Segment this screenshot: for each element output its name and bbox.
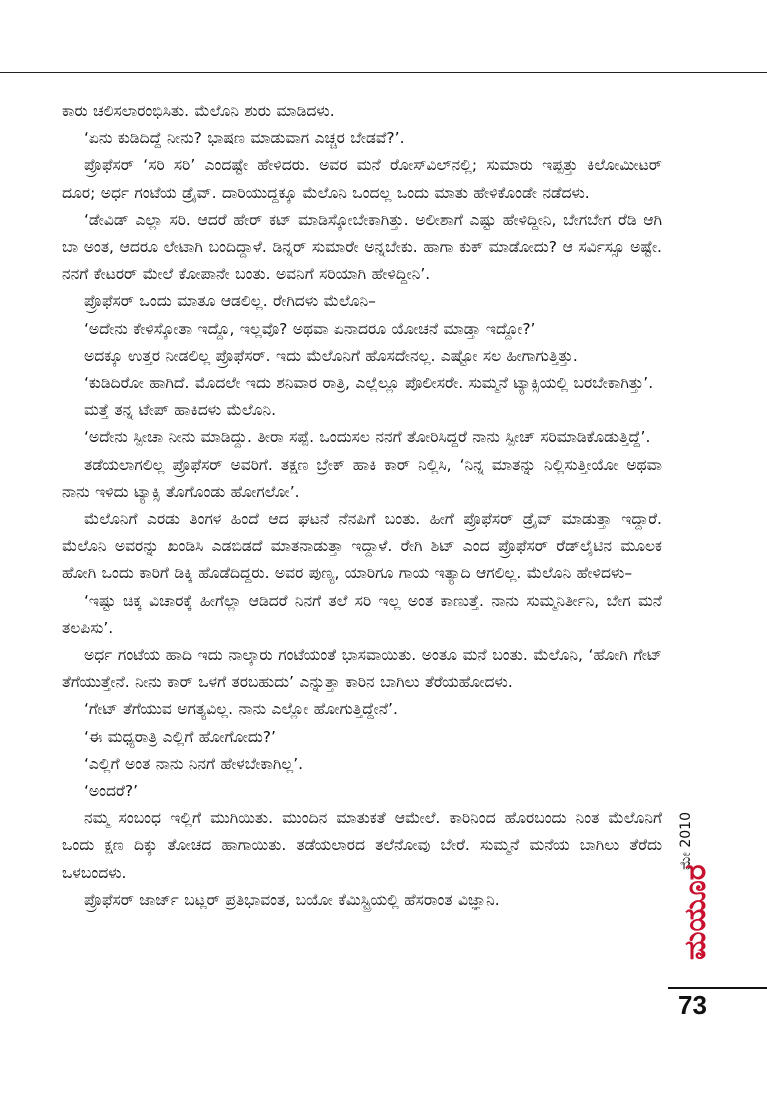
magazine-name: ಮಯೂರ [678, 864, 713, 960]
paragraph: ಮೆಲೊನಿಗೆ ಎರಡು ತಿಂಗಳ ಹಿಂದೆ ಆದ ಘಟನೆ ನೆನಪಿಗೆ ಬಂತು. ಹೀಗೆ ಪ್ರೊಫೆಸರ್ ಡ್ರೈವ್ ಮಾಡುತ್ತಾ ಇದ್ದಾರೆ. ಮೆಲೊನಿ ಅವರನ್ನು ಖಂಡಿಸಿ ಎಡಬಿಡದೆ ಮಾತನಾಡುತ್ತಾ ಇದ್ದಾಳೆ. ರೇಗಿ ಶಿಟ್ ಎಂದ ಪ್ರೊಫೆಸರ್ ರೆಡ್‌ಲೈಟಿನ ಮೂಲಕ ಹೋಗಿ ಒಂದು ಕಾರಿಗೆ ಡಿಕ್ಕಿ ಹೊಡೆದಿದ್ದರು. ಅವರ ಪುಣ್ಯ, ಯಾರಿಗೂ ಗಾಯ ಇತ್ಯಾದಿ ಆಗಲಿಲ್ಲ. ಮೆಲೊನಿ ಹೇಳಿದಳು– [62, 510, 662, 583]
paragraph: ‘ಏನು ಕುಡಿದಿದ್ದೆ ನೀನು? ಭಾಷಣ ಮಾಡುವಾಗ ಎಚ್ಚರ ಬೇಡವೆ?’. [84, 129, 405, 148]
paragraph: ‘ಎಲ್ಲಿಗೆ ಅಂತ ನಾನು ನಿನಗೆ ಹೇಳಬೇಕಾಗಿಲ್ಲ’. [84, 754, 304, 773]
paragraph: ‘ಅಂದರೆ?’ [84, 782, 138, 801]
issue-date: ಮೇ 2010 [678, 812, 694, 870]
paragraph: ಮತ್ತೆ ತನ್ನ ಟೇಪ್ ಹಾಕಿದಳು ಮೆಲೊನಿ. [84, 401, 277, 420]
paragraph: ನಮ್ಮ ಸಂಬಂಧ ಇಲ್ಲಿಗೆ ಮುಗಿಯಿತು. ಮುಂದಿನ ಮಾತುಕತೆ ಆಮೇಲೆ. ಕಾರಿನಿಂದ ಹೊರಬಂದು ನಿಂತ ಮೆಲೊನಿಗೆ ಒಂದು ಕ್ಷಣ ದಿಕ್ಕು ತೋಚದ ಹಾಗಾಯಿತು. ತಡೆಯಲಾರದ ತಲೆನೋವು ಬೇರೆ. ಸುಮ್ಮನೆ ಮನೆಯ ಬಾಗಿಲು ತೆರೆದು ಒಳಬಂದಳು. [62, 809, 662, 882]
paragraph: ಪ್ರೊಫೆಸರ್ ‘ಸರಿ ಸರಿ’ ಎಂದಷ್ಟೇ ಹೇಳಿದರು. ಅವರ ಮನೆ ರೋಸ್‌ವಿಲ್‌ನಲ್ಲಿ; ಸುಮಾರು ಇಪ್ಪತ್ತು ಕಿಲೋಮೀಟರ್ ದೂರ; ಅರ್ಧ ಗಂಟೆಯ ಡ್ರೈವ್. ದಾರಿಯುದ್ದಕ್ಕೂ ಮೆಲೊನಿ ಒಂದಲ್ಲ ಒಂದು ಮಾತು ಹೇಳಿಕೊಂಡೇ ನಡೆದಳು. [62, 156, 662, 202]
paragraph: ‘ಕುಡಿದಿರೋ ಹಾಗಿದೆ. ಮೊದಲೇ ಇದು ಶನಿವಾರ ರಾತ್ರಿ, ಎಲ್ಲೆಲ್ಲೂ ಪೊಲೀಸರೇ. ಸುಮ್ಮನೆ ಟ್ಯಾಕ್ಸಿಯಲ್ಲಿ ಬರಬೇಕಾಗಿತ್ತು’. [84, 374, 654, 393]
paragraph: ‘ಇಷ್ಟು ಚಿಕ್ಕ ವಿಚಾರಕ್ಕೆ ಹೀಗೆಲ್ಲಾ ಆಡಿದರೆ ನಿನಗೆ ತಲೆ ಸರಿ ಇಲ್ಲ ಅಂತ ಕಾಣುತ್ತೆ. ನಾನು ಸುಮ್ಮನಿರ್ತೀನಿ, ಬೇಗ ಮನೆ ತಲಪಿಸು’. [62, 591, 662, 637]
paragraph: ‘ಅದೇನು ಕೇಳಿಸ್ಕೋತಾ ಇದ್ದೊ, ಇಲ್ಲವೊ? ಅಥವಾ ಏನಾದರೂ ಯೋಚನೆ ಮಾಡ್ತಾ ಇದ್ದೋ?’ [84, 319, 536, 338]
paragraph: ಅರ್ಧ ಗಂಟೆಯ ಹಾದಿ ಇದು ನಾಲ್ಕಾರು ಗಂಟೆಯಂತೆ ಭಾಸವಾಯಿತು. ಅಂತೂ ಮನೆ ಬಂತು. ಮೆಲೊನಿ, ‘ಹೋಗಿ ಗೇಟ್ ತೆಗೆಯುತ್ತೇನೆ. ನೀನು ಕಾರ್ ಒಳಗೆ ತರಬಹುದು’ ಎನ್ನುತ್ತಾ ಕಾರಿನ ಬಾಗಿಲು ತೆರೆಯಹೋದಳು. [62, 646, 662, 692]
page-number: 73 [678, 990, 707, 1020]
paragraph: ಕಾರು ಚಲಿಸಲಾರಂಭಿಸಿತು. ಮೆಲೊನಿ ಶುರು ಮಾಡಿದಳು. [62, 102, 335, 120]
page-number-rule [668, 987, 767, 989]
paragraph: ಅದಕ್ಕೂ ಉತ್ತರ ನೀಡಲಿಲ್ಲ ಪ್ರೊಫೆಸರ್. ಇದು ಮೆಲೊನಿಗೆ ಹೊಸದೇನಲ್ಲ. ಎಷ್ಟೋ ಸಲ ಹೀಗಾಗುತ್ತಿತ್ತು. [84, 346, 578, 365]
paragraph: ‘ಡೇವಿಡ್ ಎಲ್ಲಾ ಸರಿ. ಆದರೆ ಹೇರ್ ಕಟ್ ಮಾಡಿಸ್ಕೋಬೇಕಾಗಿತ್ತು. ಅಲೀಶಾಗೆ ಎಷ್ಟು ಹೇಳಿದ್ದೀನಿ, ಬೇಗಬೇಗ ರೆಡಿ ಆಗಿ ಬಾ ಅಂತ, ಆದರೂ ಲೇಟಾಗಿ ಬಂದಿದ್ದಾಳೆ. ಡಿನ್ನರ್ ಸುಮಾರೇ ಅನ್ನಬೇಕು. ಹಾಗಾ ಕುಕ್ ಮಾಡೋದು? ಆ ಸರ್ವಿಸ್ಸೂ ಅಷ್ಟೇ. ನನಗೆ ಕೇಟರರ್ ಮೇಲೆ ಕೋಪಾನೇ ಬಂತು. ಅವನಿಗೆ ಸರಿಯಾಗಿ ಹೇಳಿದ್ದೀನಿ’. [62, 210, 662, 284]
paragraph: ತಡೆಯಲಾಗಲಿಲ್ಲ ಪ್ರೊಫೆಸರ್ ಅವರಿಗೆ. ತಕ್ಷಣ ಬ್ರೇಕ್ ಹಾಕಿ ಕಾರ್ ನಿಲ್ಲಿಸಿ, ‘ನಿನ್ನ ಮಾತನ್ನು ನಿಲ್ಲಿಸುತ್ತೀಯೋ ಅಥವಾ ನಾನು ಇಳಿದು ಟ್ಯಾಕ್ಸಿ ತೊಗೊಂಡು ಹೋಗಲೋ’. [62, 455, 662, 501]
paragraph: ‘ಈ ಮಧ್ಯರಾತ್ರಿ ಎಲ್ಲಿಗೆ ಹೋಗೋದು?’ [84, 727, 276, 746]
header-rule [0, 72, 767, 73]
paragraph: ಪ್ರೊಫೆಸರ್ ಒಂದು ಮಾತೂ ಆಡಲಿಲ್ಲ. ರೇಗಿದಳು ಮೆಲೊನಿ– [84, 292, 376, 311]
paragraph: ‘ಅದೇನು ಸ್ಪೀಚಾ ನೀನು ಮಾಡಿದ್ದು. ತೀರಾ ಸಪ್ಪೆ. ಒಂದುಸಲ ನನಗೆ ತೋರಿಸಿದ್ದರೆ ನಾನು ಸ್ಪೀಚ್ ಸರಿಮಾಡಿಕೊಡುತ್ತಿದ್ದೆ’. [84, 428, 651, 447]
article-body [62, 98, 662, 914]
paragraph: ಪ್ರೊಫೆಸರ್ ಜಾರ್ಜ್ ಬಟ್ಲರ್ ಪ್ರತಿಭಾವಂತ, ಬಯೋ ಕೆಮಿಸ್ಟ್ರಿಯಲ್ಲಿ ಹೆಸರಾಂತ ವಿಜ್ಞಾನಿ. [84, 890, 500, 909]
paragraph: ‘ಗೇಟ್ ತೆಗೆಯುವ ಅಗತ್ಯವಿಲ್ಲ. ನಾನು ಎಲ್ಲೋ ಹೋಗುತ್ತಿದ್ದೇನೆ’. [84, 700, 398, 719]
